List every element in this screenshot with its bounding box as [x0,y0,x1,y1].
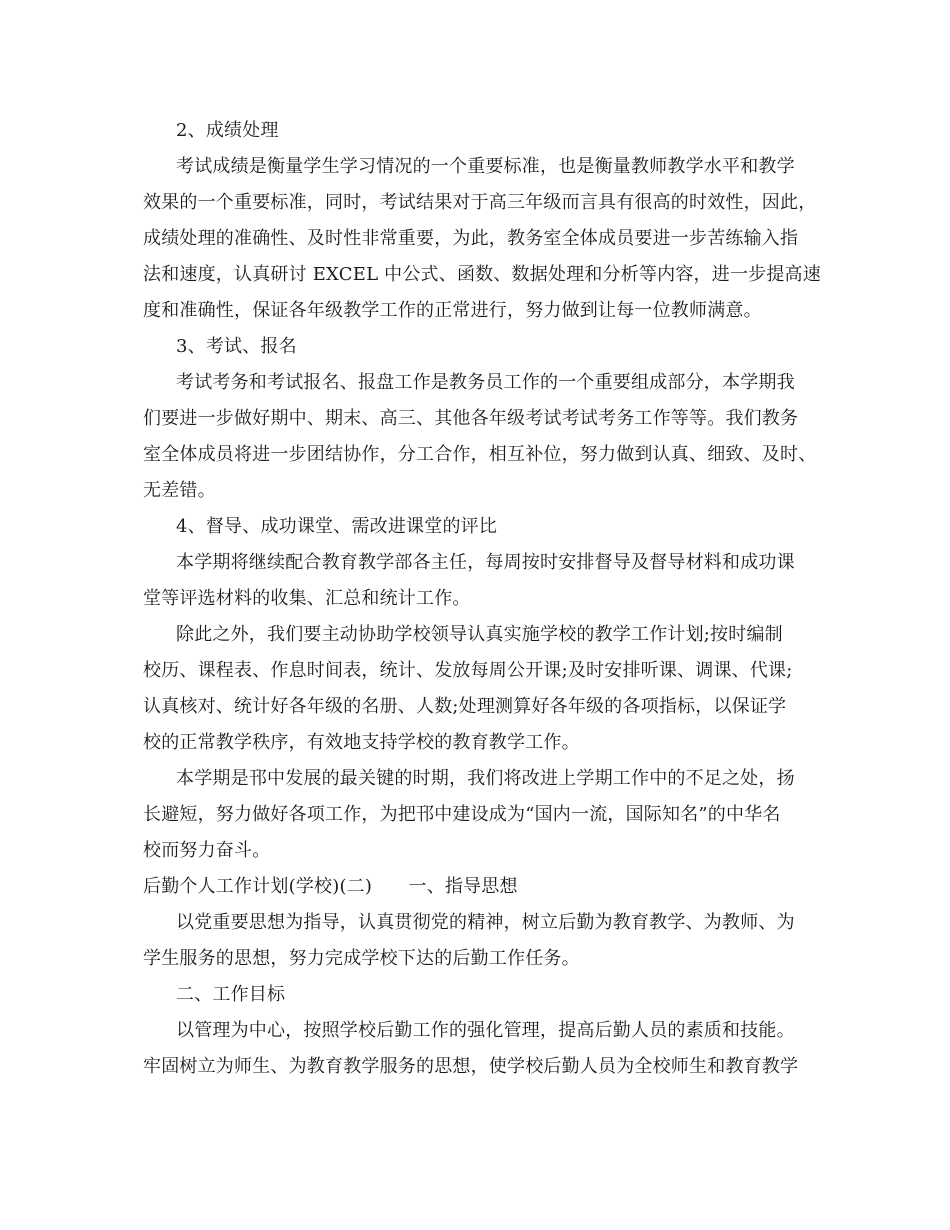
paragraph-line: 校而努力奋斗。 [143,840,271,861]
paragraph-line: 考试成绩是衡量学生学习情况的一个重要标准，也是衡量教师教学水平和教学 [176,156,795,177]
paragraph-line: 牢固树立为师生、为教育教学服务的思想，使学校后勤人员为全校师生和教育教学 [143,1056,799,1077]
paragraph-line: 学生服务的思想，努力完成学校下达的后勤工作任务。 [143,948,580,969]
paragraph-line: 们要进一步做好期中、期末、高三、其他各年级考试考试考务工作等等。我们教务 [143,408,799,429]
section-heading: 2、成绩处理 [176,120,279,141]
paragraph-line: 堂等评选材料的收集、汇总和统计工作。 [143,588,471,609]
paragraph-line: 无差错。 [143,480,216,501]
paragraph-line: 以管理为中心，按照学校后勤工作的强化管理，提高后勤人员的素质和技能。 [176,1020,795,1041]
paragraph-line: 认真核对、统计好各年级的名册、人数;处理测算好各年级的各项指标，以保证学 [143,696,787,717]
paragraph-line: 室全体成员将进一步团结协作，分工合作，相互补位，努力做到认真、细致、及时、 [143,444,817,465]
paragraph-line: 法和速度，认真研讨 EXCEL 中公式、函数、数据处理和分析等内容，进一步提高速 [143,264,821,285]
paragraph-line: 考试考务和考试报名、报盘工作是教务员工作的一个重要组成部分，本学期我 [176,372,795,393]
paragraph-line: 成绩处理的准确性、及时性非常重要，为此，教务室全体成员要进一步苦练输入指 [143,228,799,249]
section-heading: 二、工作目标 [176,984,286,1005]
paragraph-line: 长避短，努力做好各项工作，为把邗中建设成为“国内一流，国际知名”的中华名 [143,804,781,825]
document-title-line: 后勤个人工作计划(学校)(二) 一、指导思想 [143,876,518,897]
paragraph-line: 除此之外，我们要主动协助学校领导认真实施学校的教学工作计划;按时编制 [176,624,783,645]
paragraph-line: 效果的一个重要标准，同时，考试结果对于高三年级而言具有很高的时效性，因此， [143,192,817,213]
paragraph-line: 以党重要思想为指导，认真贯彻党的精神，树立后勤为教育教学、为教师、为 [176,912,795,933]
paragraph-line: 校历、课程表、作息时间表，统计、发放每周公开课;及时安排听课、调课、代课; [143,660,793,681]
paragraph-line: 本学期是邗中发展的最关键的时期，我们将改进上学期工作中的不足之处，扬 [176,768,795,789]
section-heading: 3、考试、报名 [176,336,297,357]
section-heading: 4、督导、成功课堂、需改进课堂的评比 [176,516,498,537]
paragraph-line: 度和准确性，保证各年级教学工作的正常进行，努力做到让每一位教师满意。 [143,300,762,321]
paragraph-line: 校的正常教学秩序，有效地支持学校的教育教学工作。 [143,732,580,753]
paragraph-line: 本学期将继续配合教育教学部各主任，每周按时安排督导及督导材料和成功课 [176,552,795,573]
